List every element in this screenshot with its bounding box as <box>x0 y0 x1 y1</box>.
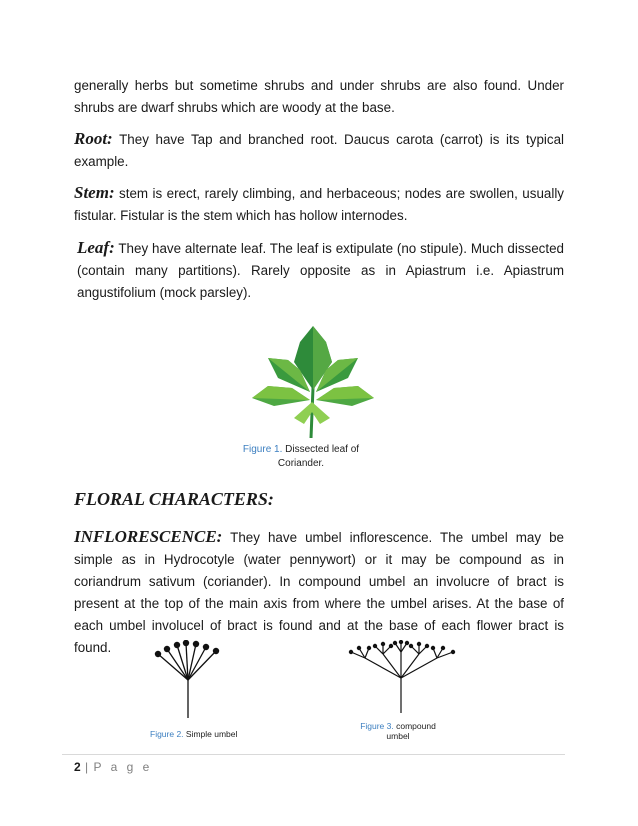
root-heading: Root: <box>74 129 113 148</box>
inflorescence-heading: INFLORESCENCE: <box>74 527 223 546</box>
stem-heading: Stem: <box>74 183 115 202</box>
inflorescence-text: They have umbel inflorescence. The umbel may be simple as in Hydrocotyle (water pennywort) or it may be compound as in coriandrum sativum (coriander). In compound umbel an involucre of bract is present at the top of the main axis from where the umbel arises. At the base of each umbel involucel of bract is found and at the base of each flower bract is found. <box>74 530 564 655</box>
page-footer <box>74 760 152 774</box>
intro-text: generally herbs but sometime shrubs and under shrubs are also found. Under shrubs are dwarf shrubs which are woody at the base. <box>74 78 564 115</box>
stem-paragraph <box>74 182 564 227</box>
figure-3-label: Figure 3. <box>360 721 394 731</box>
figure-1-line1: Dissected leaf of <box>282 444 360 455</box>
figure-3-text: compound <box>393 721 436 731</box>
figure-2-label: Figure 2. <box>150 729 184 739</box>
stem-text: stem is erect, rarely climbing, and herbaceous; nodes are swollen, usually fistular. Fistular is the stem which has hollow internodes. <box>74 186 564 223</box>
footer-separator: | <box>85 760 90 774</box>
figure-1-caption <box>226 443 376 471</box>
coriander-leaf-image <box>238 320 388 440</box>
leaf-heading: Leaf: <box>77 238 115 257</box>
intro-paragraph <box>74 75 564 119</box>
figure-1-label: Figure 1. <box>242 444 283 455</box>
figure-3-text2: umbel <box>386 731 410 741</box>
page-number: 2 <box>74 760 81 774</box>
page-word: P a g e <box>93 760 153 774</box>
root-paragraph <box>74 128 564 173</box>
figure-3-caption <box>343 721 453 741</box>
leaf-text: They have alternate leaf. The leaf is extipulate (no stipule). Much dissected (contain many partitions). Rarely opposite as in Apiastrum i.e. Apiastrum angustifolium (mock parsley). <box>77 241 564 300</box>
root-text: They have Tap and branched root. Daucus carota (carrot) is its typical example. <box>74 132 564 169</box>
figure-2-caption <box>150 729 260 739</box>
figure-2-text: Simple umbel <box>183 729 238 739</box>
figure-1-line2: Coriander. <box>277 458 325 469</box>
inflorescence-paragraph <box>74 526 564 659</box>
floral-characters-heading: FLORAL CHARACTERS: <box>74 489 274 509</box>
footer-divider <box>62 754 565 755</box>
simple-umbel-image <box>150 640 230 720</box>
leaf-paragraph <box>77 237 564 304</box>
compound-umbel-image <box>343 640 463 715</box>
